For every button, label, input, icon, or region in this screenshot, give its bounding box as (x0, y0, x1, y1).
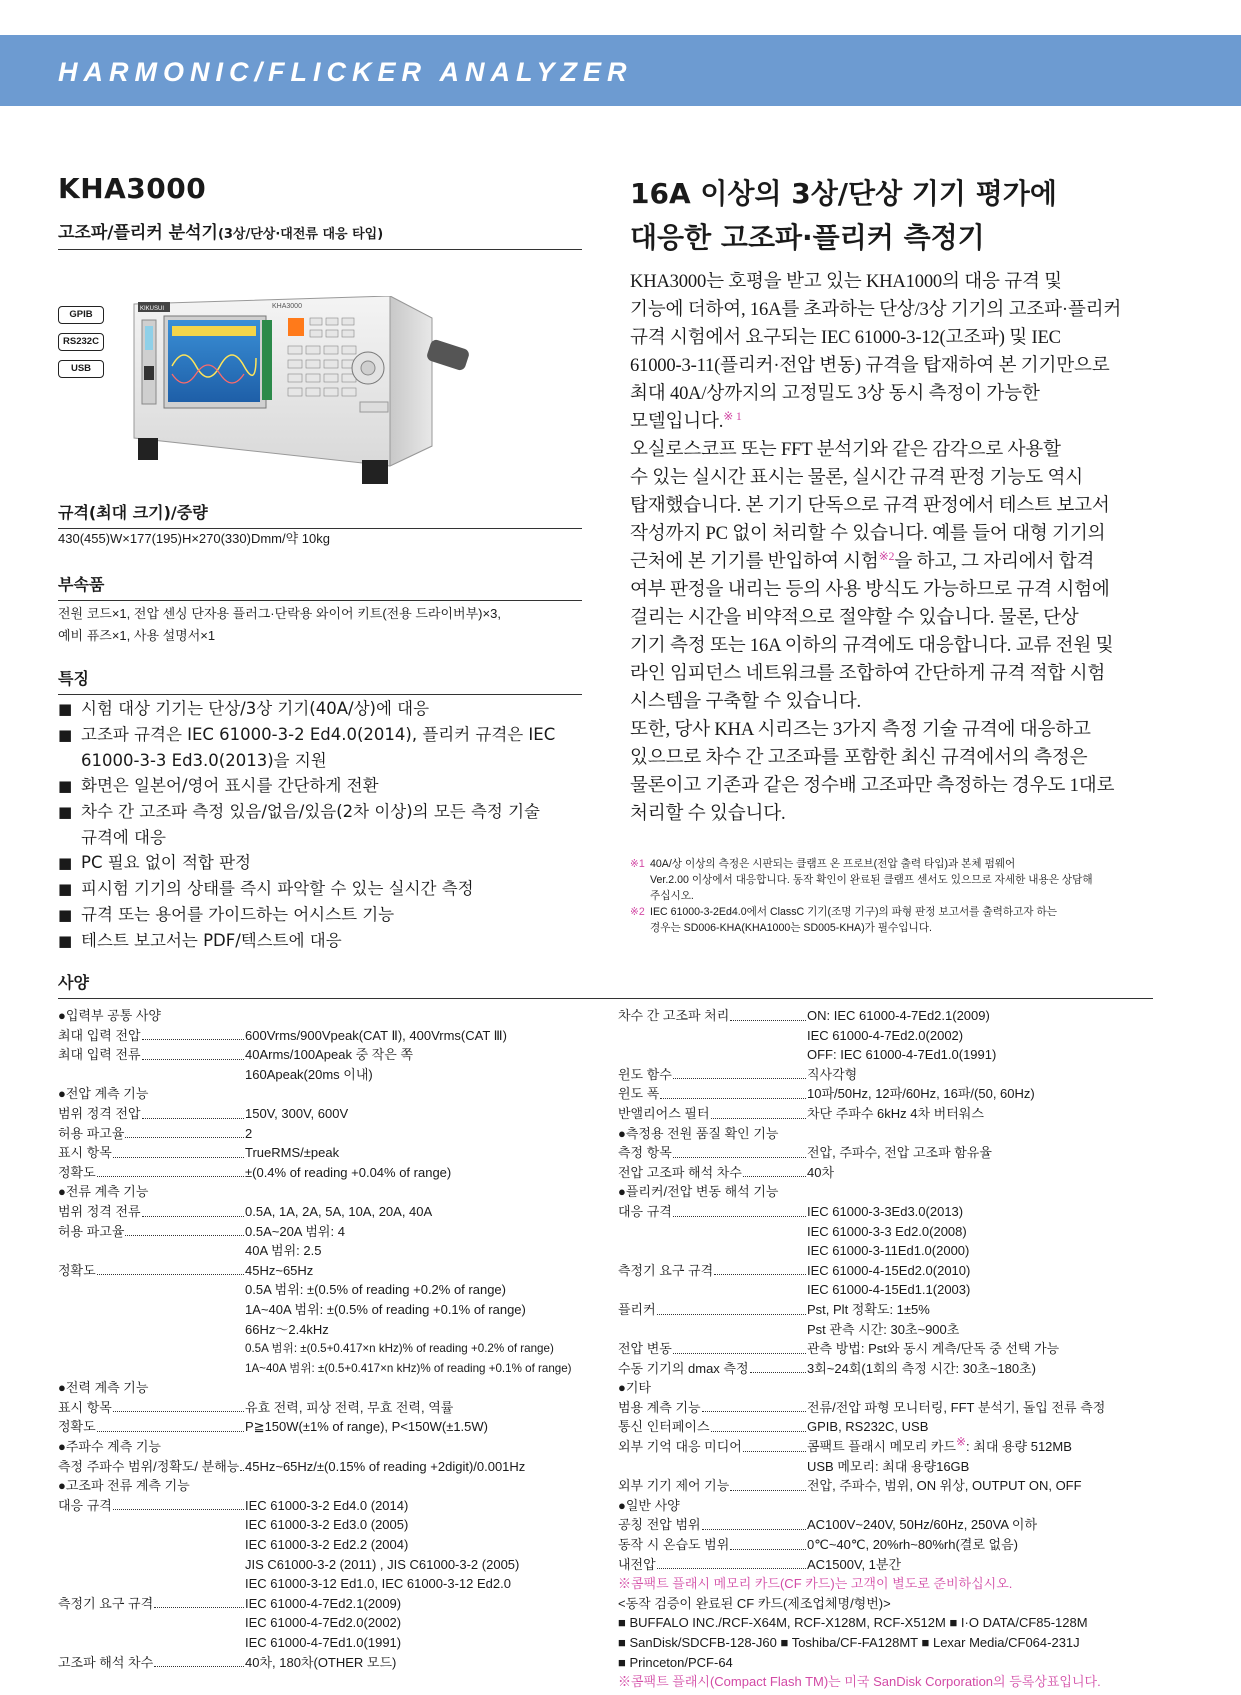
spec-continuation: IEC 61000-3-2 Ed3.0 (2005) (245, 1517, 409, 1533)
spec-category: ●플리커/전압 변동 해석 기능 (618, 1184, 779, 1200)
spec-value: IEC 61000-4-7Ed2.1(2009) (245, 1595, 402, 1611)
footnote: ※1 40A/상 이상의 측정은 시판되는 클램프 온 프로브(전압 출력 타입)과 본체 펌웨어 Ver.2.00 이상에서 대응합니다. 동작 확인이 완료된 클램프 센서도 있으므로 자세한 내용은 상담해 주십시오. (630, 858, 1093, 902)
device-photo (132, 296, 476, 486)
spec-continuation: IEC 61000-3-11Ed1.0(2000) (807, 1243, 970, 1259)
spec-value: GPIB, RS232C, USB (807, 1419, 929, 1435)
gpib-badge: GPIB (58, 306, 104, 324)
spec-label-text: 전압 변동 (618, 1341, 672, 1357)
spec-value: 직사각형 (807, 1066, 858, 1082)
leader-dots (660, 1084, 806, 1099)
spec-label (618, 1006, 807, 1026)
intro-line: 기능에 더하여, 16A를 초과하는 단상/3상 기기의 고조파·플리커 (630, 299, 1122, 320)
spec-row (618, 1006, 1178, 1026)
spec-label-text: 최대 입력 전류 (58, 1047, 141, 1063)
spec-category: ●고조파 전류 계측 기능 (58, 1478, 190, 1494)
spec-row (58, 1398, 598, 1418)
spec-value: AC1500V, 1분간 (807, 1556, 902, 1572)
spec-label-text: 공칭 전압 범위 (618, 1517, 701, 1533)
spec-continuation: Pst 관측 시간: 30초~900초 (807, 1321, 960, 1337)
leader-dots (113, 1143, 244, 1158)
spec-label (58, 1143, 245, 1163)
spec-label (58, 1104, 245, 1124)
spec-value: ±(0.4% of reading +0.04% of range) (245, 1164, 452, 1180)
spec-label-text: 허용 파고율 (58, 1223, 125, 1239)
spec-value: 0.5A~20A 범위: 4 (245, 1223, 345, 1239)
spec-label (618, 1300, 807, 1320)
spec-label-text: 범용 계측 기능 (618, 1399, 701, 1415)
spec-row (618, 1515, 1178, 1535)
leader-dots (142, 1045, 244, 1060)
intro-line: 규격 시험에서 요구되는 IEC 61000-3-12(고조파) 및 IEC (630, 327, 1061, 348)
spec-continuation: IEC 61000-3-3 Ed2.0(2008) (807, 1223, 967, 1239)
spec-label (58, 1026, 245, 1046)
spec-row (618, 1417, 1178, 1437)
spec-category: ●입력부 공통 사양 (58, 1008, 161, 1023)
spec-label (618, 1084, 807, 1104)
spec-label (618, 1359, 807, 1379)
leader-dots (730, 1476, 806, 1491)
spec-row (58, 1026, 598, 1046)
spec-label-text: 통신 인터페이스 (618, 1419, 710, 1435)
spec-label (618, 1535, 807, 1555)
leader-dots (142, 1202, 244, 1217)
leader-dots (154, 1653, 244, 1668)
feature-item: ■ 고조파 규격은 IEC 61000-3-2 Ed4.0(2014), 플리커 규격은 IEC 61000-3-3 Ed3.0(2013)을 지원 (58, 722, 582, 773)
spec-label (58, 1163, 245, 1183)
spec-label (58, 1261, 245, 1281)
subtitle-main: 고조파/플리커 분석기 (58, 223, 218, 243)
feature-item: ■ 화면은 일본어/영어 표시를 간단하게 전환 (58, 773, 582, 799)
spec-label-text: 표시 항목 (58, 1145, 112, 1161)
spec-row (58, 1261, 598, 1281)
top-banner (0, 35, 1241, 106)
spec-label-text: 범위 정격 전류 (58, 1203, 141, 1219)
leader-dots (711, 1417, 806, 1432)
spec-value: 관측 방법: Pst와 동시 계측/단독 중 선택 가능 (807, 1341, 1060, 1357)
feature-item: ■ PC 필요 없이 적합 판정 (58, 850, 582, 876)
spec-label-text: 차수 간 고조파 처리 (618, 1008, 730, 1023)
rs232c-badge: RS232C (58, 333, 104, 351)
intro-line: 모델입니다.$^{※ 1}$ (630, 408, 742, 432)
footnote-mark: ※2 (630, 906, 645, 918)
feature-item: ■ 테스트 보고서는 PDF/텍스트에 대응 (58, 928, 582, 954)
spec-row (618, 1434, 1178, 1457)
leader-dots (702, 1398, 806, 1413)
spec-label (618, 1437, 807, 1457)
spec-value: 600Vrms/900Vpeak(CAT Ⅱ), 400Vrms(CAT Ⅲ) (245, 1027, 507, 1043)
spec-row (618, 1300, 1178, 1320)
spec-value: TrueRMS/±peak (245, 1145, 340, 1161)
spec-row (58, 1653, 598, 1673)
spec-value: 콤팩트 플래시 메모리 카드※: 최대 용량 512MB (807, 1434, 1072, 1455)
leader-dots (743, 1437, 806, 1452)
intro-line: 물론이고 기존과 같은 정수배 고조파만 측정하는 경우도 1대로 (630, 775, 1115, 796)
spec-label (618, 1104, 807, 1124)
spec-label (58, 1496, 245, 1516)
dimensions-heading: 규격(최대 크기)/중량 (58, 500, 582, 529)
spec-label (618, 1202, 807, 1222)
spec-row (58, 1457, 598, 1477)
spec-label-text: 윈도 폭 (618, 1086, 660, 1102)
footnote: ※2 IEC 61000-3-2Ed4.0에서 ClassC 기기(조명 기구)의 파형 판정 보고서를 출력하고자 하는 경우는 SD006-KHA(KHA1000는 SD005-KHA)가 필수입니다. (630, 906, 1057, 934)
intro-line: 처리할 수 있습니다. (630, 803, 786, 824)
leader-dots (125, 1222, 244, 1237)
spec-row (618, 1476, 1178, 1496)
spec-row (618, 1398, 1178, 1418)
spec-row (58, 1143, 598, 1163)
spec-label (58, 1653, 245, 1673)
spec-label (58, 1594, 245, 1614)
specs-right-column (618, 1006, 1178, 1692)
spec-label-text: 반앨리어스 필터 (618, 1105, 710, 1121)
headline-line-2: 대응한 고조파·플리커 측정기 (630, 221, 985, 254)
spec-value: P≧150W(±1% of range), P<150W(±1.5W) (245, 1419, 489, 1435)
spec-row (618, 1143, 1178, 1163)
spec-label (618, 1065, 807, 1085)
accessories-line: 예비 퓨즈×1, 사용 설명서×1 (58, 628, 216, 643)
intro-text (630, 268, 1200, 828)
spec-label-text: 외부 기억 대응 미디어 (618, 1439, 742, 1455)
leader-dots (730, 1535, 806, 1550)
spec-label-text: 전압 고조파 해석 차수 (618, 1164, 742, 1180)
spec-category: ●전압 계측 기능 (58, 1086, 149, 1102)
spec-text: ■ Princeton/PCF-64 (618, 1654, 733, 1670)
spec-row (618, 1339, 1178, 1359)
leader-dots (142, 1026, 244, 1041)
spec-value: 전압, 주파수, 전압 고조파 함유율 (807, 1145, 992, 1161)
spec-label (58, 1045, 245, 1065)
leader-dots (240, 1457, 244, 1472)
leader-dots (673, 1065, 806, 1080)
leader-dots (97, 1261, 244, 1276)
spec-value: IEC 61000-4-15Ed2.0(2010) (807, 1262, 971, 1278)
spec-value: IEC 61000-3-3Ed3.0(2013) (807, 1203, 964, 1219)
spec-row (58, 1417, 598, 1437)
product-subtitle (58, 218, 582, 250)
spec-value: 40Arms/100Apeak 중 작은 쪽 (245, 1047, 414, 1063)
spec-label-text: 정확도 (58, 1419, 96, 1435)
spec-row (618, 1261, 1178, 1281)
leader-dots (97, 1163, 244, 1178)
leader-dots (743, 1163, 806, 1178)
intro-line: 시스템을 구축할 수 있습니다. (630, 691, 861, 712)
device-brand-label: KIKUSUI (140, 306, 165, 312)
spec-value: 150V, 300V, 600V (245, 1105, 349, 1121)
spec-label (58, 1222, 245, 1242)
spec-label-text: 정확도 (58, 1164, 96, 1180)
leader-dots (750, 1359, 806, 1374)
spec-row (618, 1163, 1178, 1183)
subtitle-small: (3상/단상·대전류 대응 타입) (217, 227, 384, 242)
spec-text: ■ SanDisk/SDCFB-128-J60 ■ Toshiba/CF-FA128MT ■ Lexar Media/CF064-231J (618, 1635, 1080, 1650)
feature-item: ■ 규격 또는 용어를 가이드하는 어시스트 기능 (58, 902, 582, 928)
leader-dots (113, 1496, 244, 1511)
intro-line: 근처에 본 기기를 반입하여 시험$^{※2}$을 하고, 그 자리에서 합격 (630, 548, 1095, 572)
intro-line: 탑재했습니다. 본 기기 단독으로 규격 판정에서 테스트 보고서 (630, 495, 1110, 516)
intro-line: 61000-3-11(플리커·전압 변동) 규격을 탑재하여 본 기기만으로 (630, 355, 1110, 376)
spec-label (618, 1339, 807, 1359)
spec-label-text: 측정 항목 (618, 1145, 672, 1161)
device-model-label: KHA3000 (272, 303, 302, 310)
footnote-mark: ※1 (630, 858, 645, 870)
spec-label-text: 측정 주파수 범위/정확도/ 분해능 (58, 1458, 240, 1474)
spec-label (618, 1476, 807, 1496)
spec-label-text: 외부 기기 제어 기능 (618, 1478, 730, 1494)
leader-dots (673, 1202, 806, 1217)
spec-value: 유효 전력, 피상 전력, 무효 전력, 역률 (245, 1399, 454, 1415)
headline (630, 172, 1057, 260)
spec-category: ●일반 사양 (618, 1497, 680, 1513)
spec-continuation: 1A~40A 범위: ±(0.5+0.417×n kHz)% of reading +0.1% of range) (245, 1361, 572, 1375)
spec-mark: ※ (955, 1434, 967, 1449)
spec-row (58, 1124, 598, 1144)
spec-continuation: OFF: IEC 61000-4-7Ed1.0(1991) (807, 1047, 997, 1063)
specs-left-column (58, 1006, 598, 1672)
spec-label (618, 1163, 807, 1183)
spec-row (618, 1084, 1178, 1104)
spec-row (618, 1202, 1178, 1222)
dimensions-text: 430(455)W×177(195)H×270(330)Dmm/약 10kg (58, 531, 330, 546)
accessories-line: 전원 코드×1, 전압 센싱 단자용 플러그·단락용 와이어 키트(전용 드라이버부)×3, (58, 606, 501, 621)
spec-label-text: 측정기 요구 규격 (618, 1262, 714, 1278)
feature-item: ■ 피시험 기기의 상태를 즉시 파악할 수 있는 실시간 측정 (58, 876, 582, 902)
spec-note: ※콤팩트 플래시 메모리 카드(CF 카드)는 고객이 별도로 준비하십시오. (618, 1576, 1013, 1592)
spec-label-text: 윈도 함수 (618, 1066, 672, 1082)
spec-value: 40차 (807, 1164, 835, 1180)
spec-row (58, 1104, 598, 1124)
spec-row (58, 1163, 598, 1183)
spec-label-text: 최대 입력 전압 (58, 1027, 141, 1043)
intro-line: 있으므로 차수 간 고조파를 포함한 최신 규격에서의 측정은 (630, 747, 1088, 768)
leader-dots (714, 1261, 806, 1276)
leader-dots (125, 1124, 244, 1139)
spec-category: ●기타 (618, 1380, 651, 1396)
intro-line: 최대 40A/상까지의 고정밀도 3상 동시 측정이 가능한 (630, 383, 1040, 404)
spec-continuation: 160Apeak(20ms 이내) (245, 1066, 373, 1082)
intro-line: 수 있는 실시간 표시는 물론, 실시간 규격 판정 기능도 역시 (630, 467, 1084, 488)
spec-value: 0.5A, 1A, 2A, 5A, 10A, 20A, 40A (245, 1203, 433, 1219)
spec-value: 전압, 주파수, 범위, ON 위상, OUTPUT ON, OFF (807, 1478, 1082, 1494)
spec-continuation: USB 메모리: 최대 용량16GB (807, 1458, 970, 1474)
accessories-text (58, 603, 582, 647)
spec-label-text: 고조파 해석 차수 (58, 1654, 154, 1670)
spec-label-text: 수동 기기의 dmax 측정 (618, 1360, 749, 1376)
spec-row (618, 1359, 1178, 1379)
spec-label (618, 1515, 807, 1535)
specs-heading: 사양 (58, 970, 1153, 999)
spec-label (58, 1398, 245, 1418)
leader-dots (657, 1555, 806, 1570)
spec-label-text: 범위 정격 전압 (58, 1105, 141, 1121)
spec-label-text: 측정기 요구 규격 (58, 1595, 154, 1611)
spec-row (58, 1594, 598, 1614)
leader-dots (673, 1339, 806, 1354)
footnote-ref-1: ※ 1 (723, 408, 742, 423)
spec-value: 45Hz~65Hz (245, 1262, 314, 1278)
spec-value: 10파/50Hz, 12파/60Hz, 16파/(50, 60Hz) (807, 1086, 1035, 1102)
features-heading: 특징 (58, 666, 582, 695)
spec-row (58, 1496, 598, 1516)
intro-line: 또한, 당사 KHA 시리즈는 3가지 측정 기술 규격에 대응하고 (630, 719, 1091, 740)
spec-label (618, 1143, 807, 1163)
usb-badge: USB (58, 360, 104, 378)
footnote-ref-2: ※2 (878, 548, 895, 563)
intro-line: 작성까지 PC 없이 처리할 수 있습니다. 예를 들어 대형 기기의 (630, 523, 1106, 544)
spec-value: 0℃~40℃, 20%rh~80%rh(결로 없음) (807, 1537, 1018, 1553)
spec-label (618, 1261, 807, 1281)
spec-category: ●전력 계측 기능 (58, 1380, 149, 1396)
model-name: KHA3000 (58, 172, 207, 205)
leader-dots (97, 1417, 244, 1432)
accessories-heading: 부속품 (58, 572, 582, 601)
spec-row (58, 1222, 598, 1242)
intro-line: 오실로스코프 또는 FFT 분석기와 같은 감각으로 사용할 (630, 439, 1061, 460)
spec-continuation: 40A 범위: 2.5 (245, 1243, 322, 1259)
leader-dots (142, 1104, 244, 1119)
spec-continuation: 66Hz～2.4kHz (245, 1321, 329, 1337)
spec-value: 2 (245, 1125, 253, 1141)
spec-row (58, 1202, 598, 1222)
leader-dots (711, 1104, 806, 1119)
features-list (58, 696, 582, 954)
spec-text: <동작 검증이 완료된 CF 카드(제조업체명/형번)> (618, 1595, 891, 1611)
spec-value: AC100V~240V, 50Hz/60Hz, 250VA 이하 (807, 1517, 1038, 1533)
spec-value: 45Hz~65Hz/±(0.15% of reading +2digit)/0.001Hz (245, 1458, 526, 1474)
spec-value: ON: IEC 61000-4-7Ed2.1(2009) (807, 1008, 990, 1023)
spec-row (618, 1065, 1178, 1085)
spec-row (58, 1045, 598, 1065)
spec-category: ●전류 계측 기능 (58, 1184, 149, 1200)
spec-label (618, 1555, 807, 1575)
spec-label-text: 플리커 (618, 1301, 656, 1317)
spec-continuation: IEC 61000-4-7Ed2.0(2002) (245, 1615, 402, 1631)
spec-continuation: IEC 61000-3-12 Ed1.0, IEC 61000-3-12 Ed2.0 (245, 1576, 511, 1592)
spec-row (618, 1104, 1178, 1124)
spec-continuation: IEC 61000-4-15Ed1.1(2003) (807, 1282, 971, 1298)
spec-continuation: 0.5A 범위: ±(0.5% of reading +0.2% of range) (245, 1282, 506, 1298)
spec-continuation: IEC 61000-3-2 Ed2.2 (2004) (245, 1537, 409, 1553)
interface-badges (58, 306, 104, 387)
spec-label (58, 1457, 245, 1477)
spec-category: ●주파수 계측 기능 (58, 1439, 161, 1455)
leader-dots (113, 1398, 244, 1413)
spec-label (58, 1417, 245, 1437)
spec-label-text: 대응 규격 (618, 1203, 672, 1219)
spec-label (58, 1124, 245, 1144)
spec-continuation: JIS C61000-3-2 (2011) , JIS C61000-3-2 (2005) (245, 1556, 520, 1572)
spec-label-text: 정확도 (58, 1262, 96, 1278)
spec-text: ■ BUFFALO INC./RCF-X64M, RCF-X128M, RCF-X512M ■ I·O DATA/CF85-128M (618, 1615, 1088, 1631)
spec-label-text: 대응 규격 (58, 1497, 112, 1513)
spec-label (618, 1417, 807, 1437)
footnotes (630, 856, 1190, 936)
intro-line: 걸리는 시간을 비약적으로 절약할 수 있습니다. 물론, 단상 (630, 607, 1079, 628)
spec-row (618, 1535, 1178, 1555)
spec-value: 전류/전압 파형 모니터링, FFT 분석기, 돌입 전류 측정 (807, 1399, 1106, 1415)
spec-continuation: IEC 61000-4-7Ed2.0(2002) (807, 1027, 964, 1043)
headline-line-1: 16A 이상의 3상/단상 기기 평가에 (630, 177, 1057, 210)
spec-label-text: 허용 파고율 (58, 1125, 125, 1141)
spec-continuation: IEC 61000-4-7Ed1.0(1991) (245, 1635, 402, 1650)
leader-dots (730, 1006, 806, 1021)
spec-value: Pst, Plt 정확도: 1±5% (807, 1301, 930, 1317)
spec-note: ※콤팩트 플래시(Compact Flash TM)는 미국 SanDisk Corporation의 등록상표입니다. (618, 1674, 1101, 1690)
intro-line: 여부 판정을 내리는 등의 사용 방식도 가능하므로 규격 시험에 (630, 579, 1110, 600)
leader-dots (657, 1300, 806, 1315)
banner-title: HARMONIC/FLICKER ANALYZER (58, 57, 633, 87)
spec-label-text: 동작 시 온습도 범위 (618, 1537, 730, 1553)
intro-line: 라인 임피던스 네트워크를 조합하여 간단하게 규격 적합 시험 (630, 663, 1106, 684)
spec-label (618, 1398, 807, 1418)
spec-value: 차단 주파수 6kHz 4차 버터워스 (807, 1105, 984, 1121)
leader-dots (673, 1143, 806, 1158)
feature-item: ■ 차수 간 고조파 측정 있음/없음/있음(2차 이상)의 모든 측정 기술 규격에 대응 (58, 799, 582, 850)
spec-value: 3회~24회(1회의 측정 시간: 30초~180초) (807, 1360, 1036, 1376)
spec-continuation: 0.5A 범위: ±(0.5+0.417×n kHz)% of reading +0.2% of range) (245, 1342, 554, 1356)
spec-value: 40차, 180차(OTHER 모드) (245, 1654, 397, 1670)
spec-label-text: 내전압 (618, 1556, 656, 1572)
leader-dots (154, 1594, 244, 1609)
intro-line: 기기 측정 또는 16A 이하의 규격에도 대응합니다. 교류 전원 및 (630, 635, 1114, 656)
spec-category: ●측정용 전원 품질 확인 기능 (618, 1125, 779, 1141)
spec-label (58, 1202, 245, 1222)
spec-value: IEC 61000-3-2 Ed4.0 (2014) (245, 1497, 409, 1513)
leader-dots (702, 1515, 806, 1530)
feature-item: ■ 시험 대상 기기는 단상/3상 기기(40A/상)에 대응 (58, 696, 582, 722)
spec-continuation: 1A~40A 범위: ±(0.5% of reading +0.1% of range) (245, 1301, 526, 1317)
spec-label-text: 표시 항목 (58, 1399, 112, 1415)
spec-row (618, 1555, 1178, 1575)
intro-line: KHA3000는 호평을 받고 있는 KHA1000의 대응 규격 및 (630, 271, 1062, 292)
